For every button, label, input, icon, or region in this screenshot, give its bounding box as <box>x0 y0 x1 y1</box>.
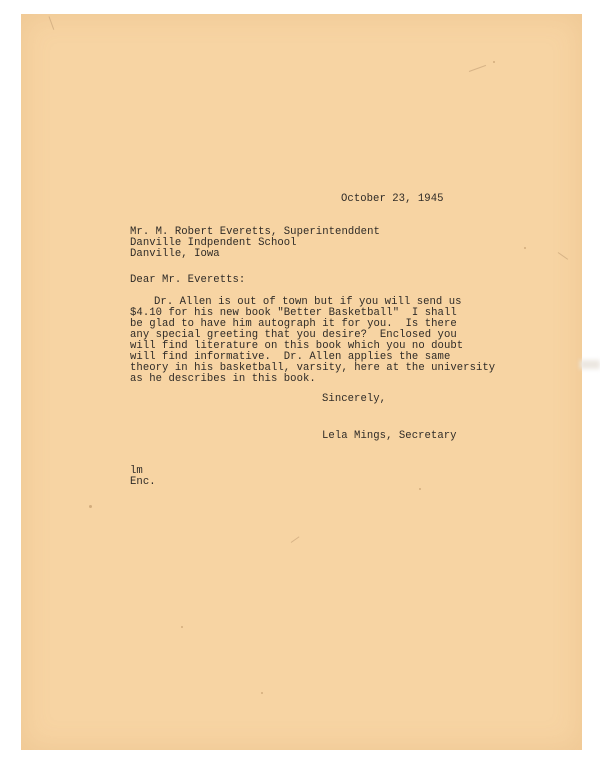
paper-speck <box>89 505 92 508</box>
paper-speck <box>524 247 526 249</box>
body-line: as he describes in this book. <box>130 373 316 385</box>
body-line: any special greeting that you desire? Enclosed you <box>130 329 457 341</box>
paper-crease <box>49 16 55 29</box>
paper-speck <box>261 692 263 694</box>
reference-initials: lm <box>130 465 143 477</box>
closing: Sincerely, <box>322 393 387 405</box>
body-line: Dr. Allen is out of town but if you will send us <box>154 296 462 308</box>
inside-address-line: Danville, Iowa <box>130 248 220 260</box>
body-line: will find literature on this book which you no doubt <box>130 340 464 352</box>
paper-speck <box>493 61 495 63</box>
salutation: Dear Mr. Everetts: <box>130 274 246 286</box>
enclosure-notation: Enc. <box>130 476 156 488</box>
paper-crease <box>558 252 568 260</box>
letter-date: October 23, 1945 <box>341 193 444 205</box>
scan-edge-artifact <box>580 360 600 369</box>
inside-address-line: Mr. M. Robert Everetts, Superintenddent <box>130 226 380 238</box>
inside-address-line: Danville Indpendent School <box>130 237 297 249</box>
paper-speck <box>419 488 421 490</box>
body-line: will find informative. Dr. Allen applies the same <box>130 351 451 363</box>
body-line: $4.10 for his new book "Better Basketball" I shall <box>130 307 457 319</box>
paper-crease <box>469 65 486 72</box>
paper-crease <box>291 536 300 543</box>
body-line: theory in his basketball, varsity, here at the university <box>130 362 496 374</box>
signature: Lela Mings, Secretary <box>322 430 457 442</box>
paper-speck <box>181 626 183 628</box>
letter-page <box>21 14 582 750</box>
body-line: be glad to have him autograph it for you. Is there <box>130 318 457 330</box>
